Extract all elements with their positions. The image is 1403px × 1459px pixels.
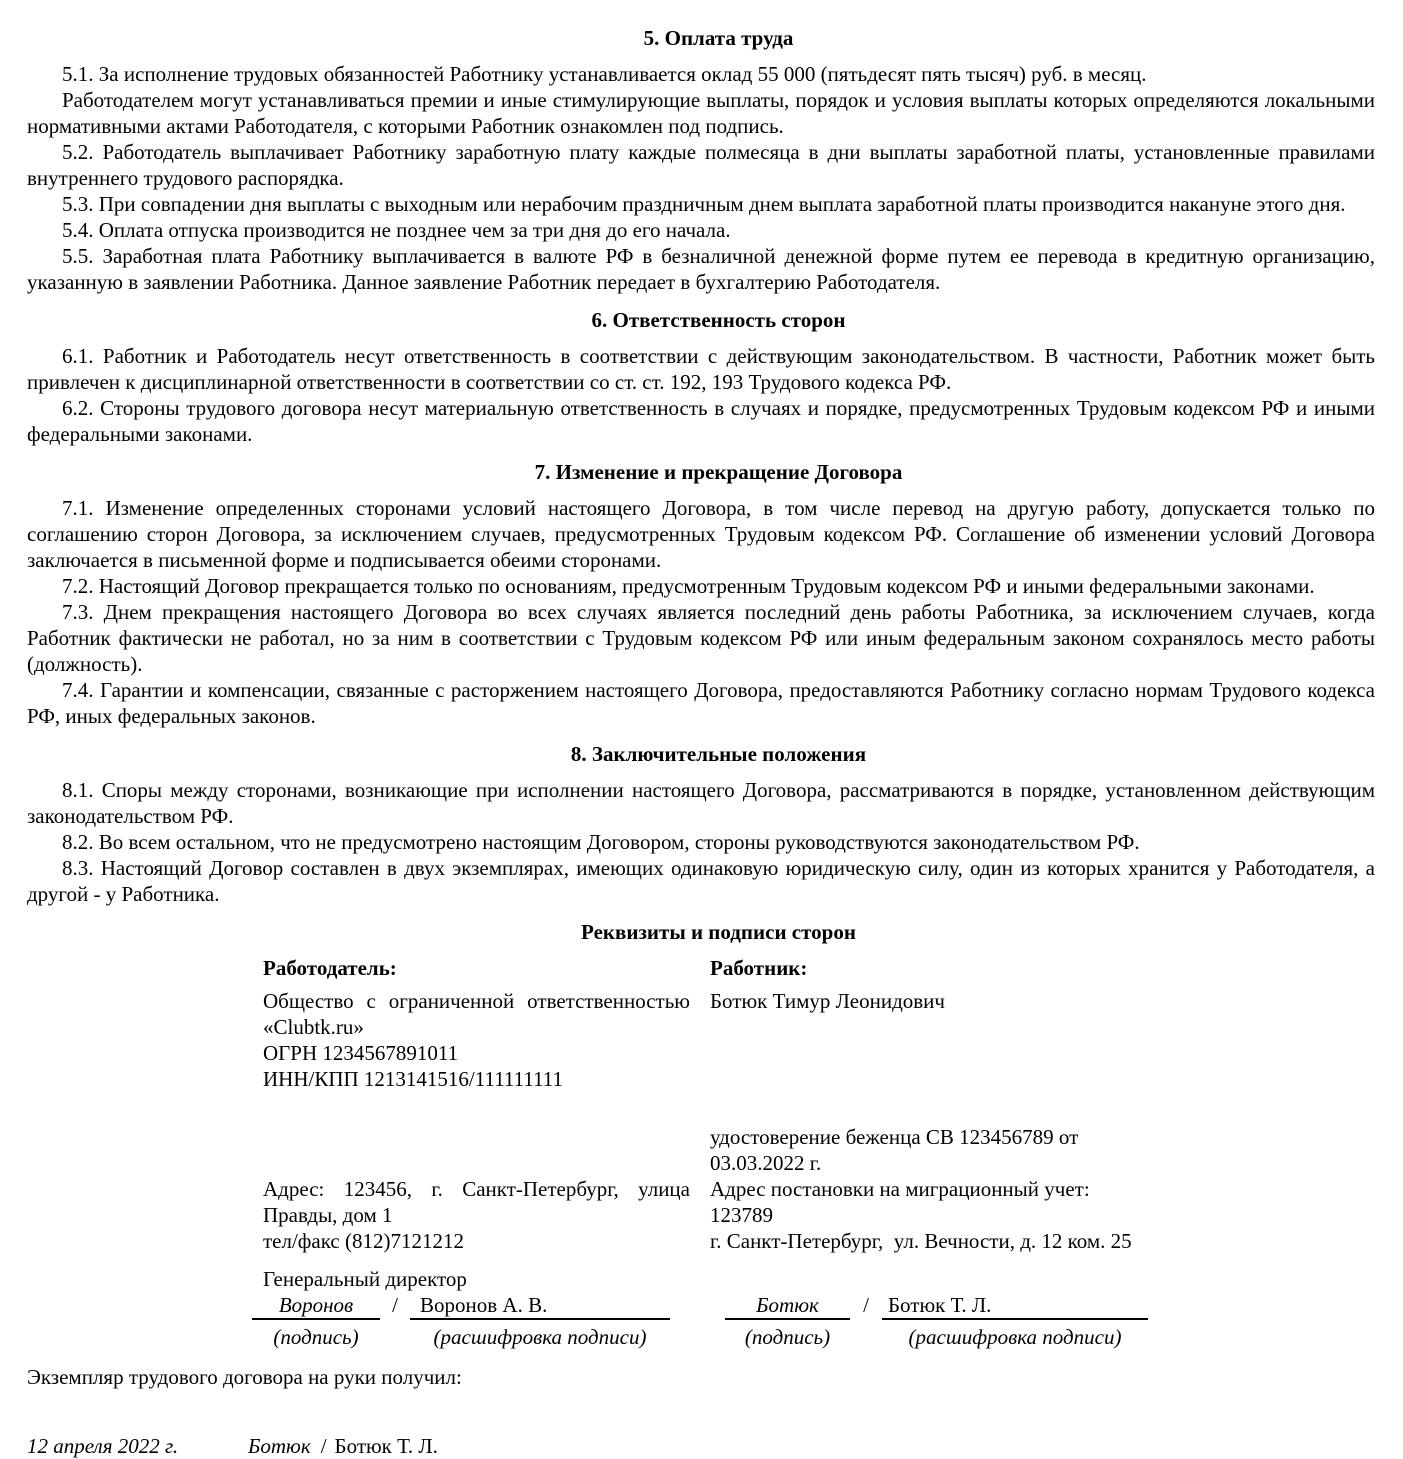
contract-paragraph: 7.2. Настоящий Договор прекращается только по основаниям, предусмотренным Трудовым кодексом РФ и иными федеральными законами. — [62, 574, 1315, 598]
contract-paragraph: 5.4. Оплата отпуска производится не позднее чем за три дня до его начала. — [62, 218, 731, 242]
receipt-slash: / — [320, 1434, 327, 1458]
signature-slash: / — [392, 1293, 398, 1317]
employee-id-document-line: 03.03.2022 г. — [710, 1151, 822, 1175]
contract-section-8 — [27, 741, 1375, 907]
contract-paragraph: 7.1. Изменение определенных сторонами условий настоящего Договора, в том числе перевод на другую работу, допускается только по соглашению сторон Договора, за исключением случаев, предусмотренных Трудовым кодексом РФ. Соглашение об изменении условий Договора заключается в письменной форме и подписывается обеими сторонами. — [27, 496, 1375, 572]
contract-paragraph: 6.1. Работник и Работодатель несут ответственность в соответствии с действующим законодательством. В частности, Работник может быть привлечен к дисциплинарной ответственности в соответствии со ст. ст. 192, 193 Трудового кодекса РФ. — [27, 344, 1375, 394]
receipt-signature-handwritten: Ботюк — [248, 1434, 311, 1458]
contract-section-6 — [27, 307, 1375, 447]
contract-paragraph: 8.2. Во всем остальном, что не предусмотрено настоящим Договором, стороны руководствуются законодательством РФ. — [62, 830, 1140, 854]
contract-paragraph: 8.1. Споры между сторонами, возникающие при исполнении настоящего Договора, рассматриваются в порядке, установленном действующим законодательством РФ. — [27, 778, 1375, 828]
empty-cell — [263, 1124, 690, 1176]
receipt-signature-row — [27, 1433, 1375, 1459]
employee-label: Работник: — [710, 956, 808, 980]
contract-paragraph: 7.3. Днем прекращения настоящего Договора во всех случаях является последний день работы Работника, за исключением случаев, когда Работник фактически не работал, но за ним в соответствии с Трудовым кодексом РФ или иным федеральным законом сохранялось место работы (должность). — [27, 600, 1375, 676]
employer-signatory-title: Генеральный директор — [263, 1267, 467, 1291]
contract-paragraph: 5.2. Работодатель выплачивает Работнику заработную плату каждые полмесяца в дни выплаты заработной платы, установленные правилами внутреннего трудового распорядка. — [27, 140, 1375, 190]
section-heading: 6. Ответственность сторон — [591, 308, 846, 332]
contract-paragraph: 5.1. За исполнение трудовых обязанностей Работнику устанавливается оклад 55 000 (пятьдесят пять тысяч) руб. в месяц. — [62, 62, 1147, 86]
contract-paragraph: 5.3. При совпадении дня выплаты с выходным или нерабочим праздничным днем выплата заработной платы производится накануне этого дня. — [62, 192, 1346, 216]
signature-gap — [670, 1292, 725, 1320]
employee-id-document-line: удостоверение беженца СВ 123456789 от — [710, 1125, 1079, 1149]
employee-migration-address — [710, 1176, 1150, 1254]
empty-cell — [670, 1320, 725, 1350]
signature-caption-sign: (подпись) — [744, 1325, 831, 1349]
empty-cell — [850, 1320, 882, 1350]
signature-caption-name: (расшифровка подписи) — [433, 1325, 647, 1349]
signature-caption-sign: (подпись) — [273, 1325, 359, 1349]
employee-signature-fullname: Ботюк Т. Л. — [882, 1292, 1148, 1320]
contract-paragraph: Работодателем могут устанавливаться премии и иные стимулирующие выплаты, порядок и условия выплаты которых определяются локальными нормативными актами Работодателя, с которыми Работник ознакомлен под подпись. — [27, 88, 1375, 138]
contract-paragraph: 5.5. Заработная плата Работнику выплачивается в валюте РФ в безналичной денежной форме путем ее перевода в кредитную организацию, указанную в заявлении Работника. Данное заявление Работник передает в бухгалтерию Работодателя. — [27, 244, 1375, 294]
employee-id-document — [710, 1124, 1150, 1176]
employer-details — [263, 988, 690, 1092]
employer-address: Адрес: 123456, г. Санкт-Петербург, улица Правды, дом 1 — [263, 1177, 690, 1227]
empty-cell — [710, 1266, 1150, 1292]
receipt-signature-name: Ботюк Т. Л. — [334, 1434, 438, 1458]
receipt-statement: Экземпляр трудового договора на руки получил: — [27, 1365, 462, 1389]
section-heading: 7. Изменение и прекращение Договора — [534, 460, 903, 484]
signature-block — [252, 1292, 1375, 1350]
employer-signature-fullname: Воронов А. В. — [410, 1292, 670, 1320]
contract-section-7 — [27, 459, 1375, 729]
contract-paragraph: 7.4. Гарантии и компенсации, связанные с расторжением настоящего Договора, предоставляются Работнику согласно нормам Трудового кодекса РФ, иных федеральных законов. — [27, 678, 1375, 728]
requisites-table — [263, 955, 1375, 1292]
contract-paragraph: 6.2. Стороны трудового договора несут материальную ответственность в случаях и порядке, предусмотренных Трудовым кодексом РФ и иными федеральными законами. — [27, 396, 1375, 446]
empty-cell — [380, 1320, 410, 1350]
section-heading: 5. Оплата труда — [643, 26, 794, 50]
employer-contact — [263, 1176, 690, 1254]
employer-ogrn: ОГРН 1234567891011 — [263, 1041, 459, 1065]
contract-paragraph: 8.3. Настоящий Договор составлен в двух экземплярах, имеющих одинаковую юридическую силу, один из которых хранится у Работодателя, а другой - у Работника. — [27, 856, 1375, 906]
receipt-date: 12 апреля 2022 г. — [27, 1434, 179, 1458]
employee-migration-line: г. Санкт-Петербург, ул. Вечности, д. 12 ком. 25 — [710, 1229, 1132, 1253]
contract-section-5 — [27, 25, 1375, 295]
employer-signature-handwritten: Воронов — [252, 1292, 380, 1320]
employer-label: Работодатель: — [263, 956, 397, 980]
employee-name: Ботюк Тимур Леонидович — [710, 989, 945, 1013]
section-heading: 8. Заключительные положения — [570, 742, 867, 766]
employer-inn-kpp: ИНН/КПП 1213141516/111111111 — [263, 1067, 564, 1091]
employee-signature-handwritten: Ботюк — [725, 1292, 850, 1320]
employer-name: Общество с ограниченной ответственностью «Clubtk.ru» — [263, 989, 690, 1039]
requisites-heading: Реквизиты и подписи сторон — [581, 920, 856, 944]
signature-caption-name: (расшифровка подписи) — [908, 1325, 1122, 1349]
employer-phone-fax: тел/факс (812)7121212 — [263, 1229, 464, 1253]
signature-slash: / — [863, 1293, 869, 1317]
employee-migration-line: Адрес постановки на миграционный учет: 123789 — [710, 1177, 1101, 1227]
